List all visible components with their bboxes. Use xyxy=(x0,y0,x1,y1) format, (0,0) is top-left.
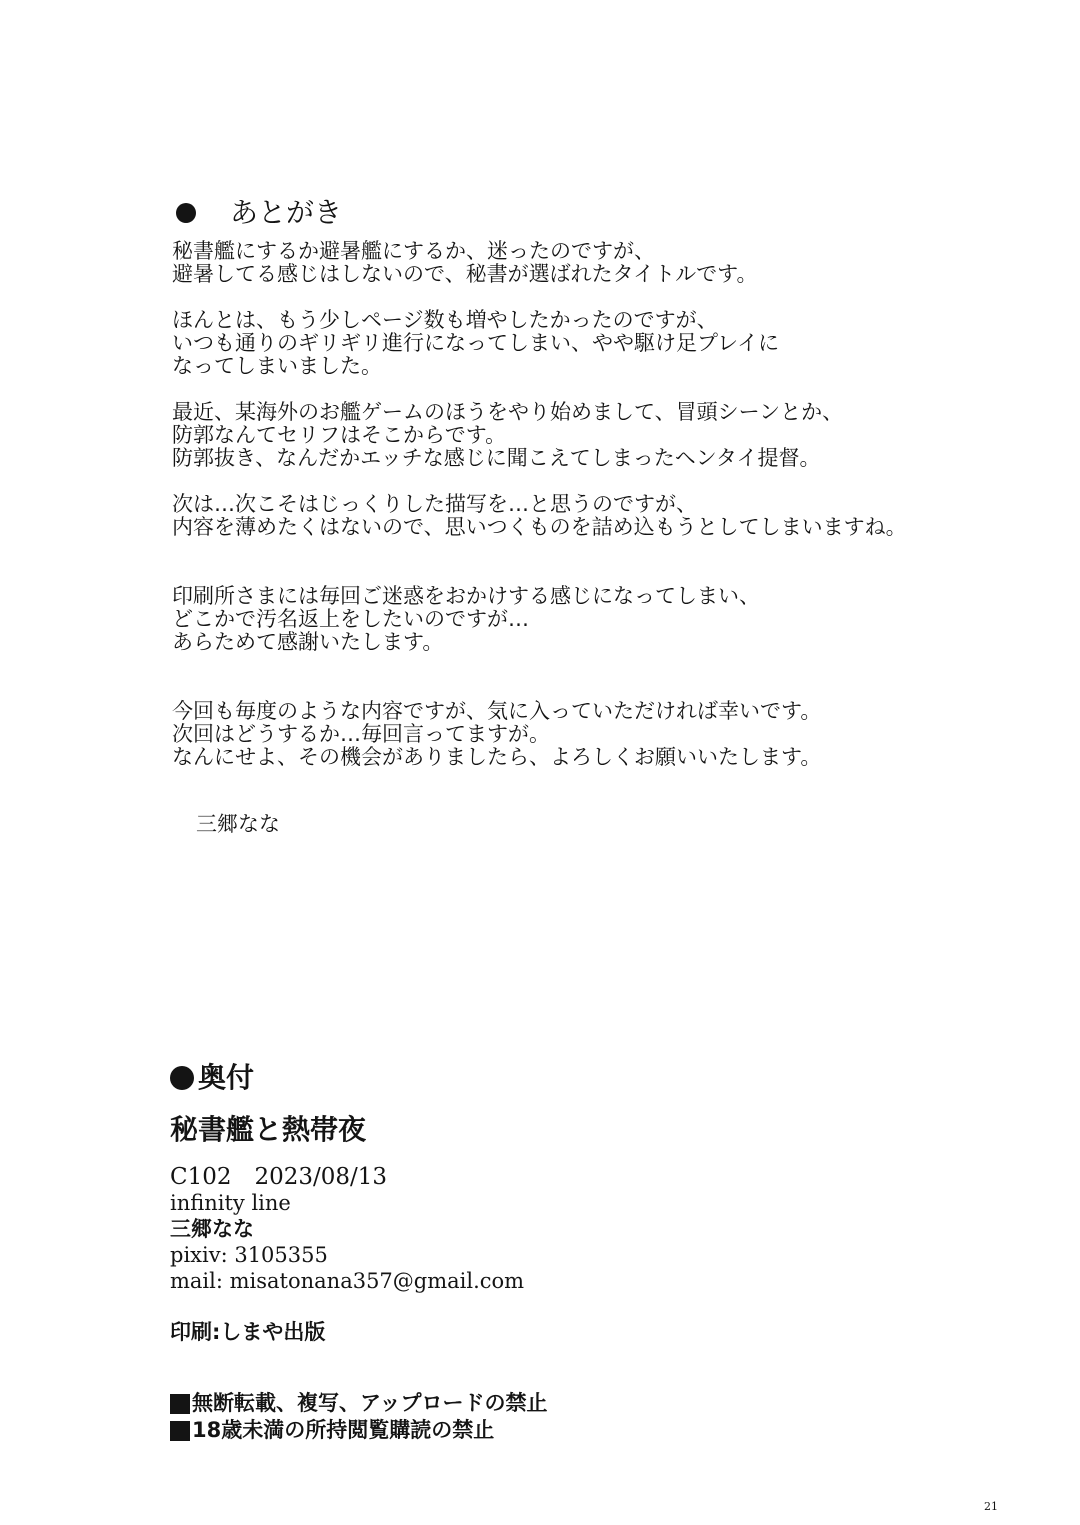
afterword-section xyxy=(172,192,1032,836)
text-line: 今回も毎度のような内容ですが、気に入っていただければ幸いです。 xyxy=(172,699,822,723)
text-line: 印刷所さまには毎回ご迷惑をおかけする感じになってしまい、 xyxy=(172,584,760,608)
text-line: 避暑してる感じはしないので、秘書が選ばれたタイトルです。 xyxy=(172,262,758,286)
colophon-heading xyxy=(170,1058,870,1098)
afterword-signature: 三郷なな xyxy=(196,812,280,836)
notice-item xyxy=(170,1417,870,1444)
colophon-section xyxy=(170,1058,870,1444)
page-number: 21 xyxy=(984,1500,998,1513)
text-line: なってしまいました。 xyxy=(172,354,382,378)
mail-address: mail: misatonana357@gmail.com xyxy=(170,1269,525,1293)
author-name: 三郷なな xyxy=(170,1217,254,1241)
square-bullet-icon xyxy=(170,1394,190,1414)
text-line: どこかで汚名返上をしたいのですが… xyxy=(172,607,529,631)
afterword-paragraph-3 xyxy=(172,401,1032,470)
text-line: あらためて感謝いたします。 xyxy=(172,630,444,654)
square-bullet-icon xyxy=(170,1421,190,1441)
text-line: 防郭なんてセリフはそこからです。 xyxy=(172,423,507,447)
text-line: ほんとは、もう少しページ数も増やしたかったのですが、 xyxy=(172,308,718,332)
bullet-icon xyxy=(176,203,196,223)
text-line: なんにせよ、その機会がありましたら、よろしくお願いいたします。 xyxy=(172,745,822,769)
notices xyxy=(170,1390,870,1444)
afterword-paragraph-5 xyxy=(172,585,1032,654)
pixiv-id: pixiv: 3105355 xyxy=(170,1243,328,1267)
printer-line: 印刷:しまや出版 xyxy=(170,1320,326,1344)
bullet-icon xyxy=(170,1066,194,1090)
afterword-paragraph-2 xyxy=(172,309,1032,378)
event-date-line: C102 2023/08/13 xyxy=(170,1164,388,1190)
text-line: いつも通りのギリギリ進行になってしまい、やや駆け足プレイに xyxy=(172,331,780,355)
text-line: 次は…次こそはじっくりした描写を…と思うのですが、 xyxy=(172,492,697,516)
afterword-heading xyxy=(172,192,1032,234)
circle-name: infinity line xyxy=(170,1191,291,1215)
afterword-paragraph-1 xyxy=(172,240,1032,286)
colophon-heading-text: 奥付 xyxy=(198,1061,255,1094)
text-line: 次回はどうするか…毎回言ってますが。 xyxy=(172,722,550,746)
text-line: 内容を薄めたくはないので、思いつくものを詰め込もうとしてしまいますね。 xyxy=(172,515,907,539)
text-line: 防郭抜き、なんだかエッチな感じに聞こえてしまったヘンタイ提督。 xyxy=(172,446,821,470)
notice-text: 18歳未満の所持閲覧購読の禁止 xyxy=(192,1418,495,1442)
notice-text: 無断転載、複写、アップロードの禁止 xyxy=(192,1391,548,1415)
afterword-paragraph-6 xyxy=(172,700,1032,769)
afterword-paragraph-4 xyxy=(172,493,1032,539)
afterword-heading-text: あとがき xyxy=(230,196,343,229)
book-title: 秘書艦と熱帯夜 xyxy=(170,1113,367,1146)
notice-item xyxy=(170,1390,870,1417)
text-line: 最近、某海外のお艦ゲームのほうをやり始めまして、冒頭シーンとか、 xyxy=(172,400,844,424)
text-line: 秘書艦にするか避暑艦にするか、迷ったのですが、 xyxy=(172,239,655,263)
